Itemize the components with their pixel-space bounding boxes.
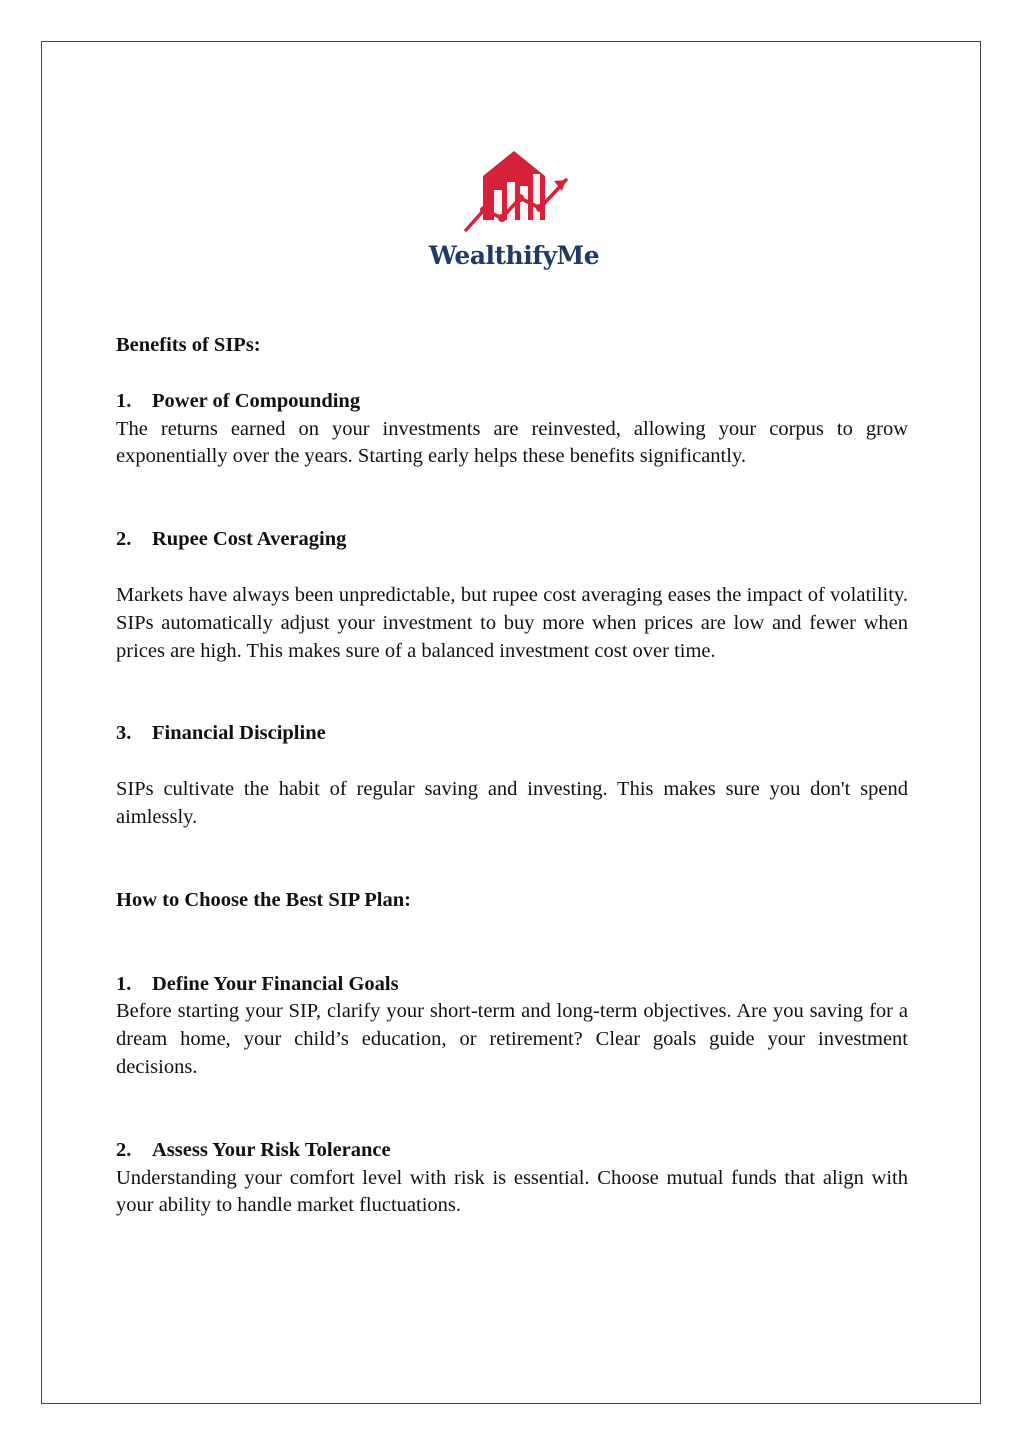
benefit-text: Markets have always been unpredictable, but rupee cost averaging eases the impact of volatility. SIPs automatically adjust your investment to buy more when prices are low and fewer when prices are high. This makes sure of a balanced investment cost over time. bbox=[116, 583, 908, 662]
document-body bbox=[116, 332, 908, 1220]
choose-heading bbox=[116, 971, 908, 999]
item-title: Assess Your Risk Tolerance bbox=[152, 1138, 391, 1161]
choose-text: Understanding your comfort level with risk is essential. Choose mutual funds that align with your ability to handle market fluctuations. bbox=[116, 1166, 908, 1217]
benefit-text: SIPs cultivate the habit of regular saving and investing. This makes sure you don't spend aimlessly. bbox=[116, 778, 908, 828]
choose-heading bbox=[116, 1137, 908, 1165]
choose-text: Before starting your SIP, clarify your short-term and long-term objectives. Are you saving for a dream home, your child’s education, or retirement? Clear goals guide your investment decisions. bbox=[116, 1000, 908, 1078]
benefit-heading bbox=[116, 388, 908, 416]
item-number: 2. bbox=[116, 528, 132, 551]
brand-logo bbox=[428, 148, 600, 283]
item-title: Power of Compounding bbox=[152, 389, 361, 412]
brand-wordmark: WealthifyMe bbox=[428, 241, 600, 270]
item-number: 1. bbox=[116, 972, 132, 995]
item-title: Rupee Cost Averaging bbox=[152, 528, 347, 551]
item-title: Financial Discipline bbox=[152, 722, 326, 745]
section-heading-choose: How to Choose the Best SIP Plan: bbox=[116, 888, 411, 911]
section-heading-benefits: Benefits of SIPs: bbox=[116, 334, 261, 356]
item-number: 3. bbox=[116, 722, 132, 745]
item-number: 1. bbox=[116, 389, 132, 412]
benefit-text: The returns earned on your investments are reinvested, allowing your corpus to grow exponentially over the years. Starting early helps these benefits significantly. bbox=[116, 417, 908, 468]
logo-chart-icon bbox=[428, 148, 600, 243]
item-number: 2. bbox=[116, 1138, 132, 1161]
benefit-heading bbox=[116, 720, 908, 748]
item-title: Define Your Financial Goals bbox=[152, 972, 399, 995]
benefit-heading bbox=[116, 526, 908, 554]
